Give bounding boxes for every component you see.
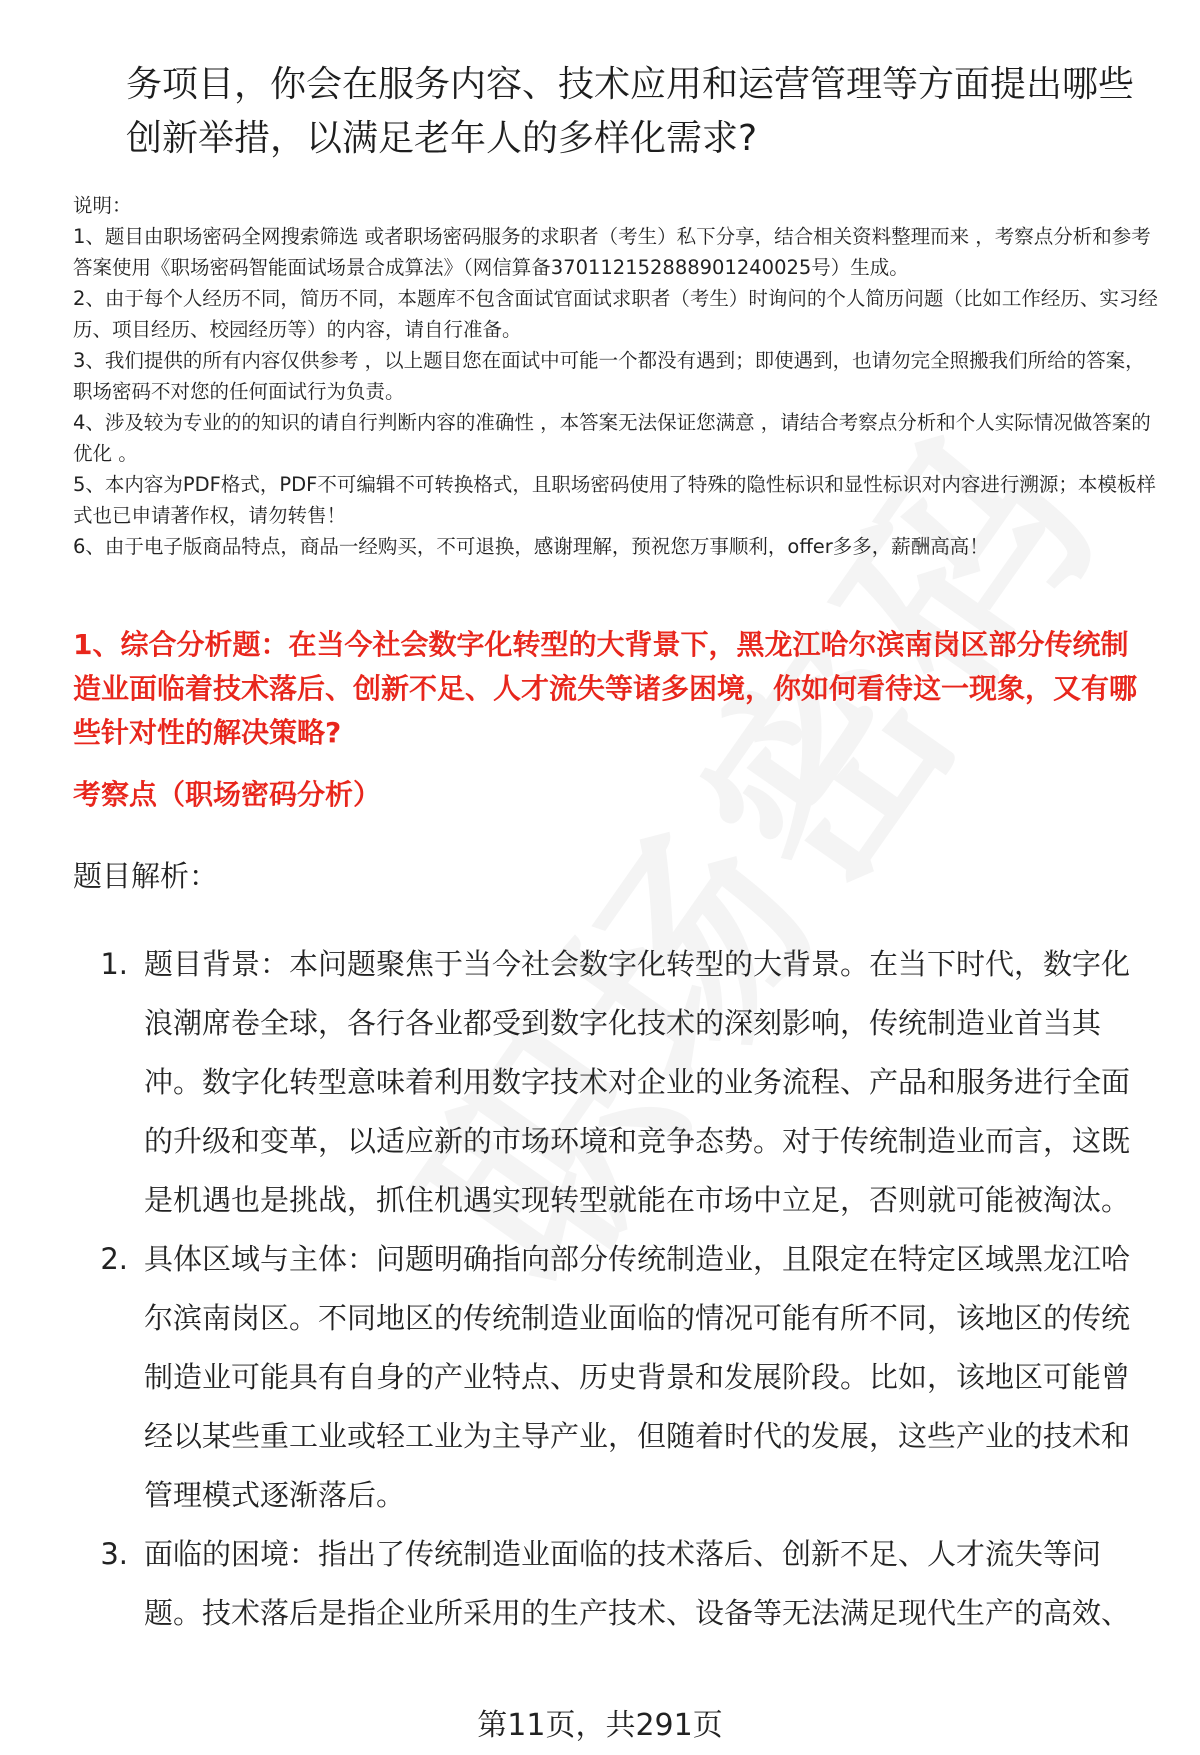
question-sub-heading: 考察点（职场密码分析） <box>73 778 382 811</box>
list-item <box>73 935 1143 1230</box>
note-item: 1、题目由职场密码全网搜索筛选 或者职场密码服务的求职者（考生）私下分享，结合相关资料整理而来 ，考察点分析和参考答案使用《职场密码智能面试场景合成算法》（网信算备370112152888901240025号）生成。 <box>73 225 1151 279</box>
question-title: 1、综合分析题：在当今社会数字化转型的大背景下，黑龙江哈尔滨南岗区部分传统制造业面临着技术落后、创新不足、人才流失等诸多困境，你如何看待这一现象，又有哪些针对性的解决策略? <box>73 628 1138 749</box>
list-item-text: 具体区域与主体：问题明确指向部分传统制造业，且限定在特定区域黑龙江哈尔滨南岗区。不同地区的传统制造业面临的情况可能有所不同，该地区的传统制造业可能具有自身的产业特点、历史背景和发展阶段。比如，该地区可能曾经以某些重工业或轻工业为主导产业，但随着时代的发展，这些产业的技术和管理模式逐渐落后。 <box>144 1242 1131 1512</box>
list-item <box>73 1230 1143 1525</box>
list-item-text: 面临的困境：指出了传统制造业面临的技术落后、创新不足、人才流失等问题。技术落后是指企业所采用的生产技术、设备等无法满足现代生产的高效、 <box>144 1537 1131 1630</box>
intro-question: 务项目，你会在服务内容、技术应用和运营管理等方面提出哪些创新举措，以满足老年人的多样化需求? <box>126 64 1135 159</box>
list-item-text: 题目背景：本问题聚焦于当今社会数字化转型的大背景。在当下时代，数字化浪潮席卷全球，各行各业都受到数字化技术的深刻影响，传统制造业首当其冲。数字化转型意味着利用数字技术对企业的业务流程、产品和服务进行全面的升级和变革，以适应新的市场环境和竞争态势。对于传统制造业而言，这既是机遇也是挑战，抓住机遇实现转型就能在市场中立足，否则就可能被淘汰。 <box>144 947 1131 1217</box>
note-item: 5、本内容为PDF格式，PDF不可编辑不可转换格式，且职场密码使用了特殊的隐性标识和显性标识对内容进行溯源；本模板样式也已申请著作权，请勿转售！ <box>73 473 1156 527</box>
note-item: 6、由于电子版商品特点，商品一经购买，不可退换，感谢理解，预祝您万事顺利，offer多多，薪酬高高！ <box>73 535 989 558</box>
note-item: 4、涉及较为专业的的知识的请自行判断内容的准确性 ，本答案无法保证您满意 ，请结合考察点分析和个人实际情况做答案的优化 。 <box>73 411 1151 465</box>
list-item <box>73 1525 1143 1643</box>
notes-heading: 说明： <box>73 194 132 217</box>
note-item: 3、我们提供的所有内容仅供参考 ，以上题目您在面试中可能一个都没有遇到；即使遇到，也请勿完全照搬我们所给的答案，职场密码不对您的任何面试行为负责。 <box>73 349 1145 403</box>
list-item-number: 3. <box>100 1537 128 1571</box>
list-item-number: 2. <box>100 1242 128 1276</box>
note-item: 2、由于每个人经历不同，简历不同，本题库不包含面试官面试求职者（考生）时询问的个人简历问题（比如工作经历、实习经历、项目经历、校园经历等）的内容，请自行准备。 <box>73 287 1158 341</box>
notes-section <box>73 190 1158 562</box>
analysis-label: 题目解析： <box>73 859 219 893</box>
analysis-list <box>73 935 1143 1643</box>
page-number: 第11页，共291页 <box>477 1708 723 1743</box>
list-item-number: 1. <box>100 947 128 981</box>
